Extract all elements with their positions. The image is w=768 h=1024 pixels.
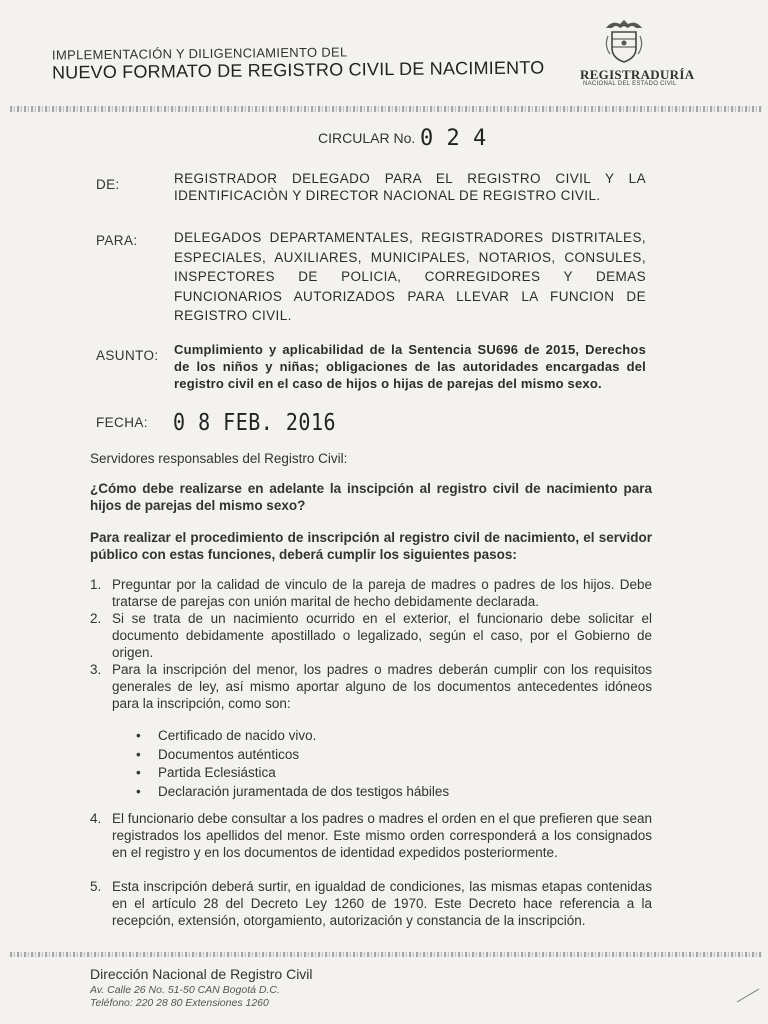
circular-label: CIRCULAR No. (318, 130, 416, 146)
step-number: 5. (90, 879, 102, 894)
step-item (90, 610, 652, 661)
bullet-icon: • (136, 728, 141, 743)
intro-text: Para realizar el procedimiento de inscripción al registro civil de nacimiento, el servidor público con estas funciones, deberá cumplir los siguientes pasos: (90, 530, 652, 562)
de-text: REGISTRADOR DELEGADO PARA EL REGISTRO CIVIL Y LA IDENTIFICACIÒN Y DIRECTOR NACIONAL DE REGISTRO CIVIL. (174, 171, 646, 203)
bullet-icon: • (136, 783, 141, 799)
document-name: Documentos auténticos (158, 746, 300, 762)
registraduria-name: REGISTRADURÍA (580, 67, 695, 82)
header-subtitle: IMPLEMENTACIÓN Y DILIGENCIAMIENTO DEL (51, 44, 348, 63)
footer-divider (10, 952, 762, 957)
step-text: Preguntar por la calidad de vinculo de la pareja de madres o padres de los hijos. Debe tratarse de parejas con unión marital de hecho debidamente declarada. (112, 577, 652, 609)
coat-of-arms-logo (602, 18, 646, 64)
para-label: PARA: (96, 233, 138, 248)
bullet-icon: • (136, 746, 141, 762)
header-title: NUEVO FORMATO DE REGISTRO CIVIL DE NACIMIENTO (51, 57, 545, 83)
document-name: Partida Eclesiástica (158, 765, 276, 780)
de-label: DE: (96, 177, 120, 192)
step-item (90, 576, 652, 610)
step-number: 4. (90, 811, 102, 826)
salutation: Servidores responsables del Registro Civil: (90, 451, 348, 466)
list-item (136, 783, 449, 802)
list-item (136, 746, 449, 765)
documents-list (136, 727, 449, 801)
list-item (136, 727, 449, 746)
step-item (90, 810, 652, 861)
step-item (90, 878, 652, 929)
header-divider (10, 106, 762, 112)
step-number: 3. (90, 662, 102, 677)
step-number: 1. (90, 577, 102, 592)
pen-mark-icon (735, 986, 761, 1004)
fecha-stamp: 0 8 FEB. 2016 (173, 408, 337, 436)
document-name: Certificado de nacido vivo. (158, 728, 317, 743)
step-text: Para la inscripción del menor, los padres o madres deberán cumplir con los requisitos generales de ley, así mismo aportar alguno de los documentos antecedentes idóneos para la inscripción, como son: (112, 662, 652, 711)
footer-title: Dirección Nacional de Registro Civil (90, 966, 313, 982)
asunto-label: ASUNTO: (96, 348, 159, 363)
step-text: Si se trata de un nacimiento ocurrido en el exterior, el funcionario debe solicitar el documento debidamente apostillado o legalizado, según el caso, por el Gobierno de origen. (112, 611, 652, 660)
registraduria-subtitle: NACIONAL DEL ESTADO CIVIL (583, 81, 677, 87)
circular-number: 0 2 4 (420, 126, 487, 151)
step-text: Esta inscripción deberá surtir, en igualdad de condiciones, las mismas etapas contenidas en el artículo 28 del Decreto Ley 1260 de 1970. Este Decreto hace referencia a la recepción, extensión, otorgamiento, autorización y constancia de la inscripción. (112, 879, 652, 928)
footer-phone: Teléfono: 220 28 80 Extensiones 1260 (90, 997, 269, 1009)
asunto-text: Cumplimiento y aplicabilidad de la Sentencia SU696 de 2015, Derechos de los niños y niñas; obligaciones de las autoridades encargadas del registro civil en el caso de hijos o hijas de parejas del mismo sexo. (174, 342, 646, 391)
step-number: 2. (90, 611, 102, 626)
footer-address: Av. Calle 26 No. 51-50 CAN Bogotá D.C. (90, 984, 280, 996)
step-text: El funcionario debe consultar a los padres o madres el orden en el que prefieren que sean registrados los apellidos del menor. Este mismo orden corresponderá a los consignados en el registro y en los documentos de identidad expedidos posteriormente. (112, 811, 652, 860)
document-name: Declaración juramentada de dos testigos hábiles (158, 783, 450, 799)
question-text: ¿Cómo debe realizarse en adelante la inscipción al registro civil de nacimiento para hijos de parejas del mismo sexo? (90, 481, 652, 513)
bullet-icon: • (136, 765, 141, 780)
para-text: DELEGADOS DEPARTAMENTALES, REGISTRADORES DISTRITALES, ESPECIALES, AUXILIARES, MUNICIPALES, NOTARIOS, CONSULES, INSPECTORES DE POLICIA, CORREGIDORES Y DEMAS FUNCIONARIOS AUTORIZADOS PARA LLEVAR LA FUNCION DE REGISTRO CIVIL. (174, 230, 646, 323)
step-item (90, 661, 652, 712)
fecha-label: FECHA: (96, 415, 148, 430)
list-item (136, 764, 449, 783)
